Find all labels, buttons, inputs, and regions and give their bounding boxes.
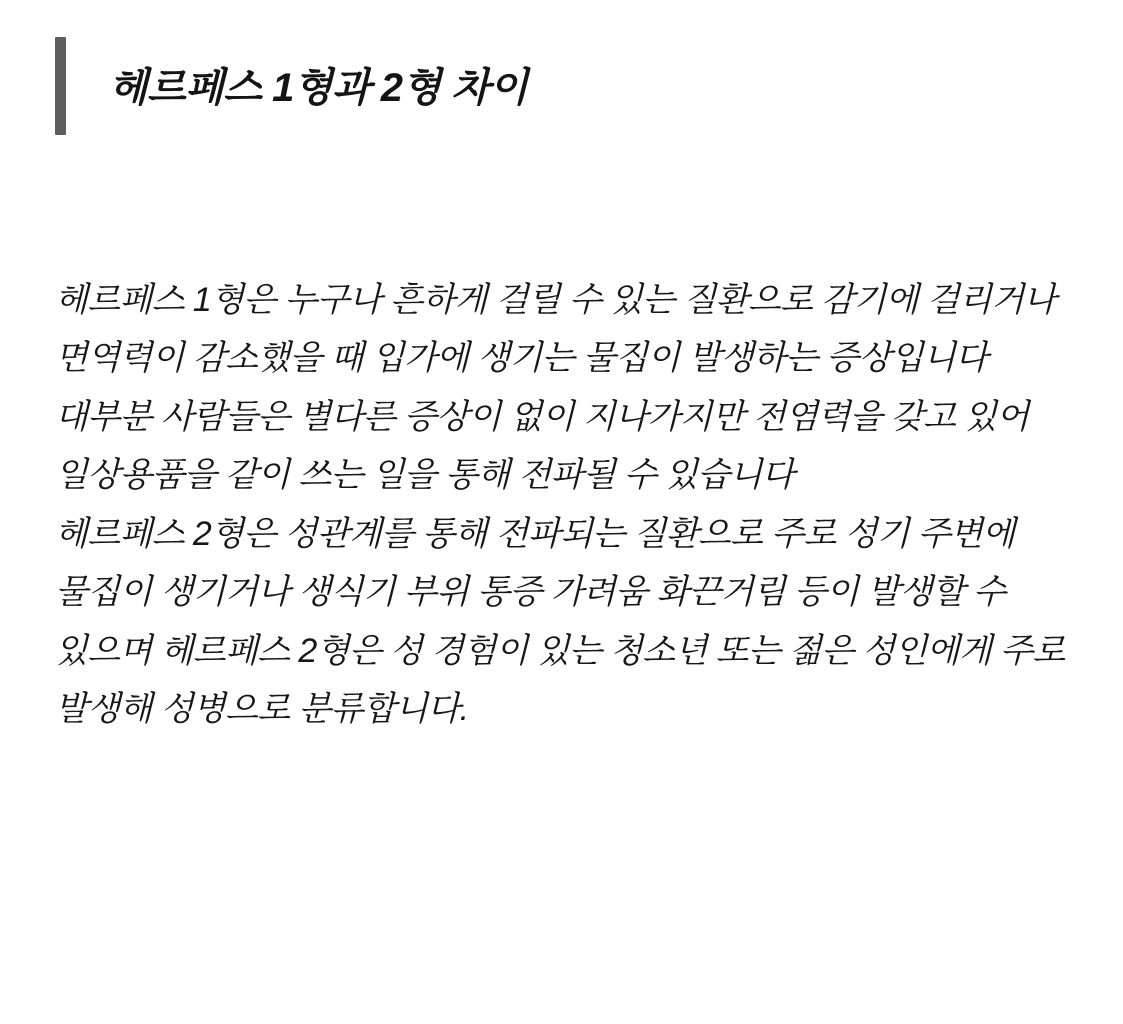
article-body xyxy=(55,271,1068,739)
page-heading xyxy=(55,35,1068,141)
paragraph: 헤르페스 2형은 성관계를 통해 전파되는 질환으로 주로 성기 주변에 물집이 생기거나 생식기 부위 통증 가려움 화끈거림 등이 발생할 수 있으며 헤르페스 2형은 성 경험이 있는 청소년 또는 젊은 성인에게 주로 발생해 성병으로 분류합니다. xyxy=(55,514,1065,729)
page-title: 헤르페스 1형과 2형 차이 xyxy=(109,66,528,110)
heading-accent-bar xyxy=(55,37,66,135)
paragraph: 헤르페스 1형은 누구나 흔하게 걸릴 수 있는 질환으로 감기에 걸리거나 면역력이 감소했을 때 입가에 생기는 물집이 발생하는 증상입니다 대부분 사람들은 별다른 증상이 없이 지나가지만 전염력을 갖고 있어 일상용품을 같이 쓰는 일을 통해 전파될 수 있습니다 xyxy=(55,281,1056,495)
